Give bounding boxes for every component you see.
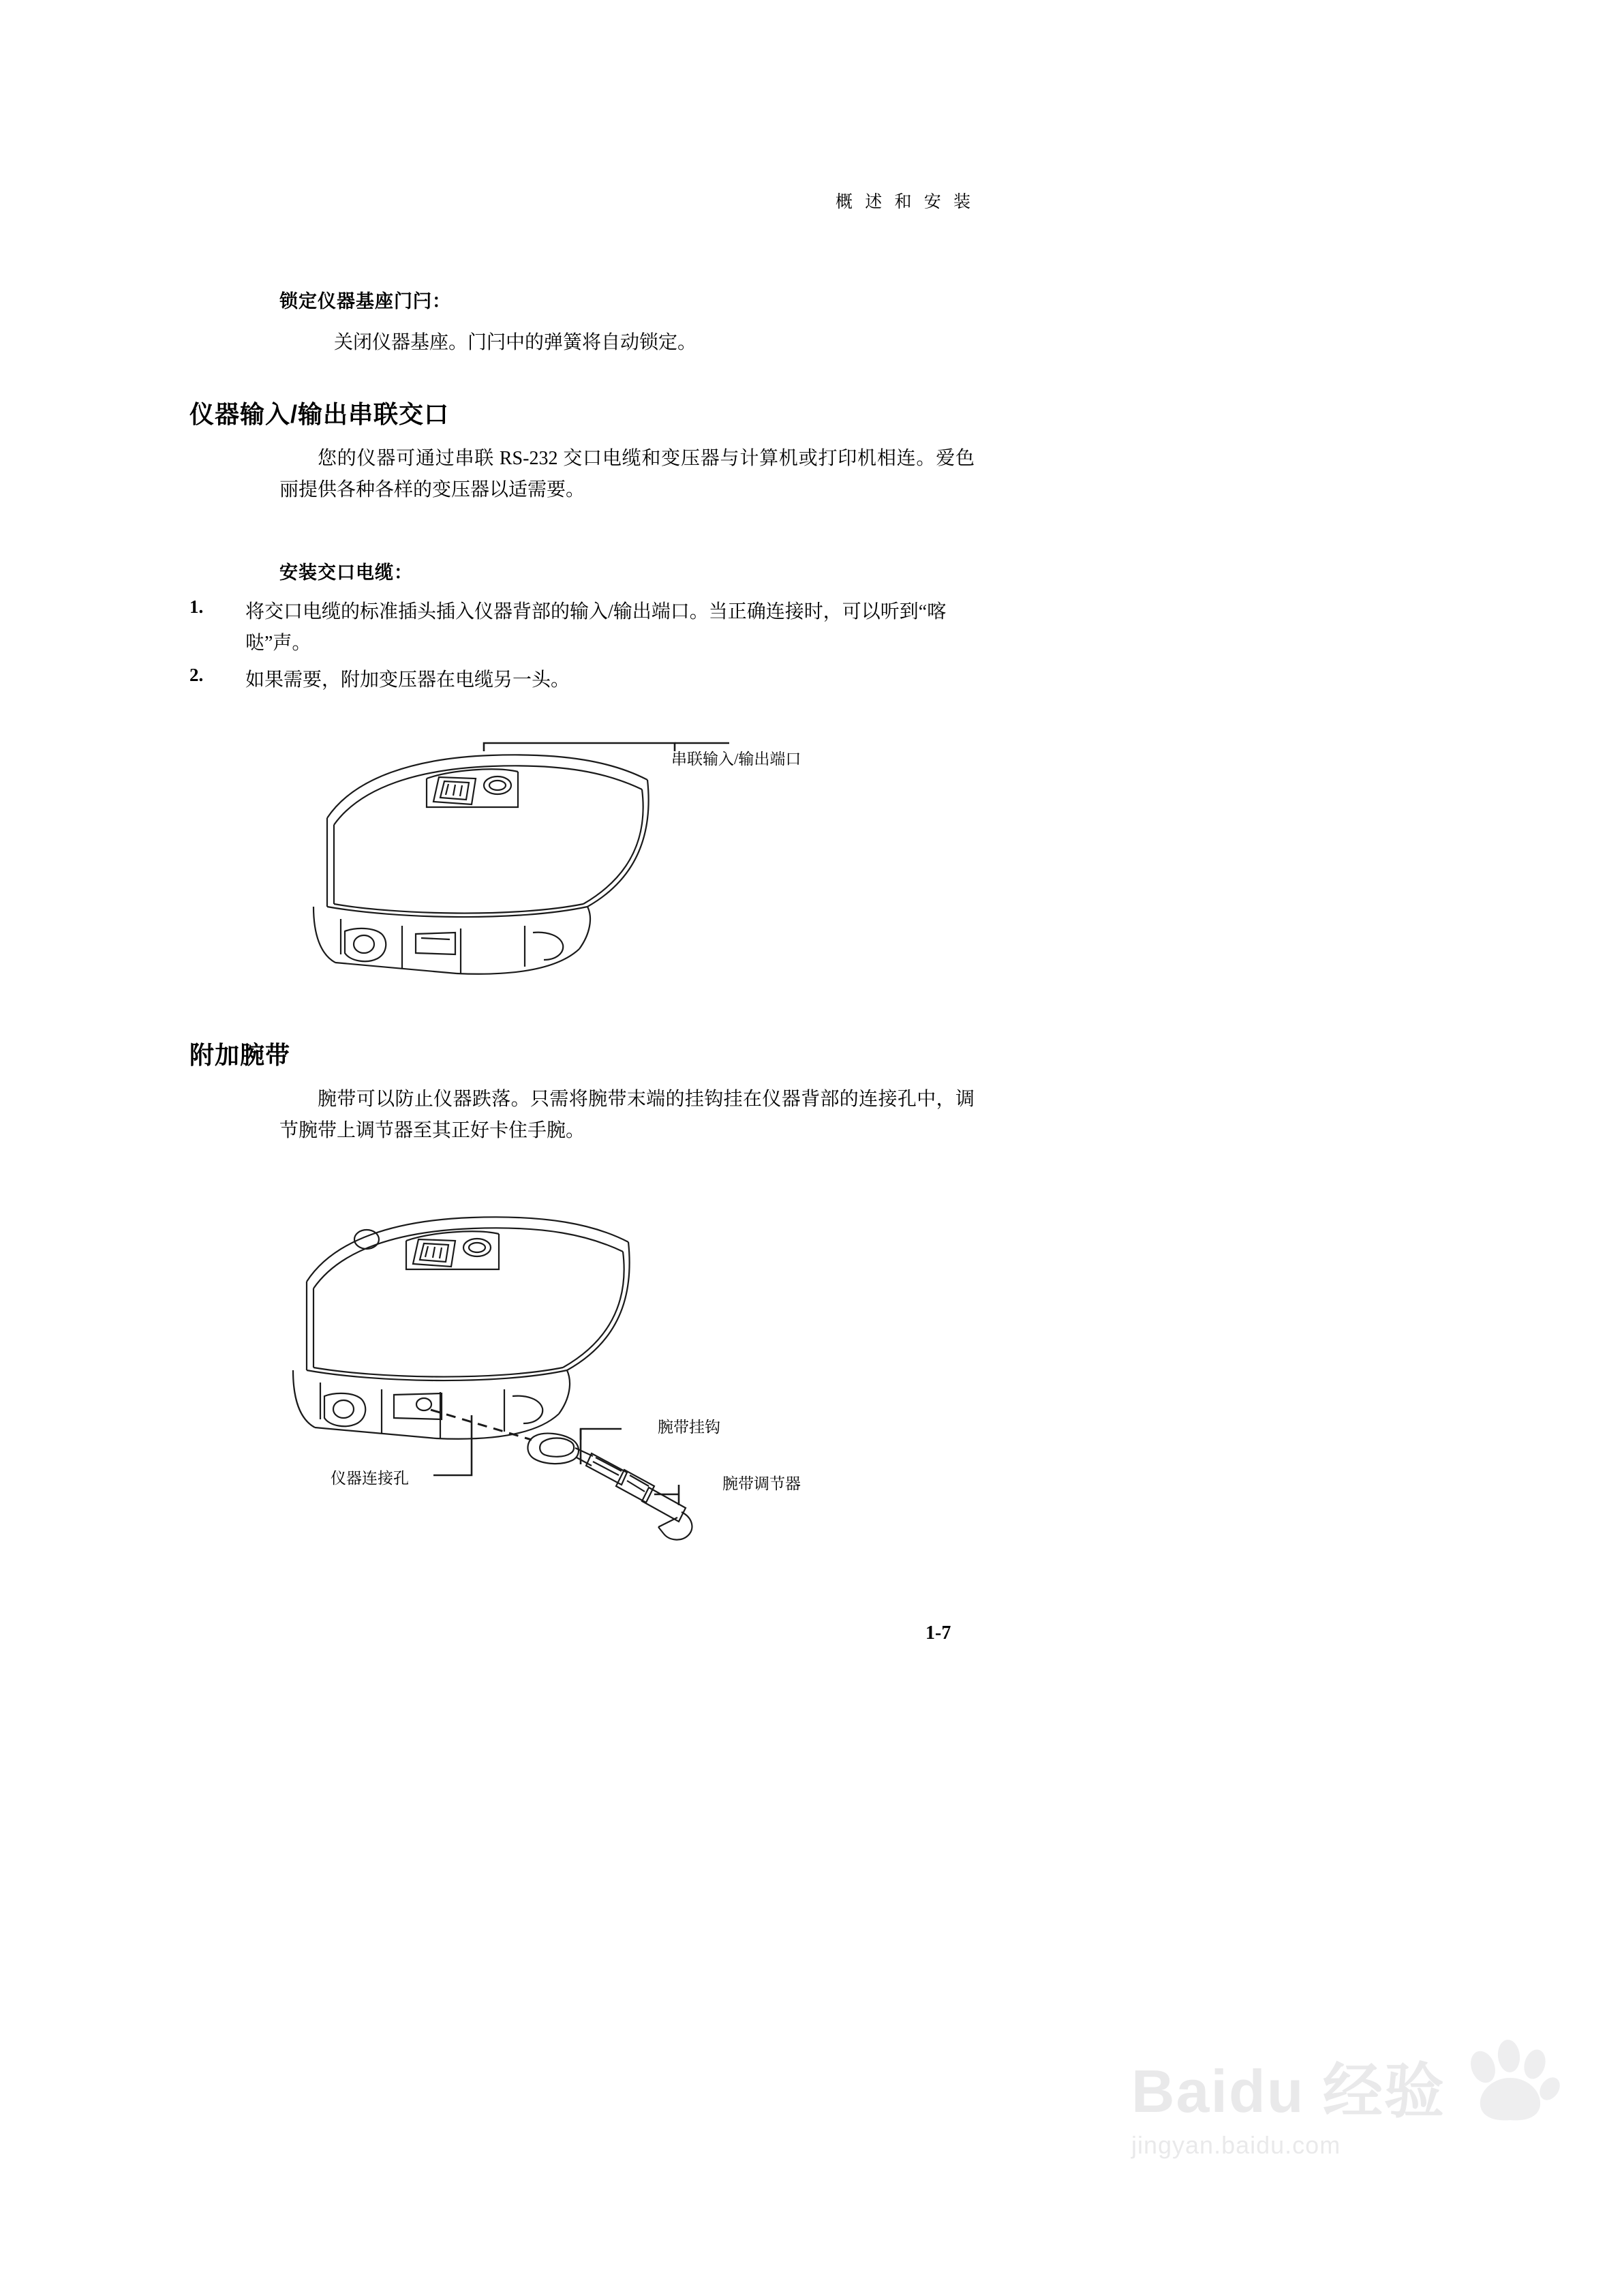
callout-connection-hole: 仪器连接孔 <box>331 1470 409 1487</box>
callout-strap-hook: 腕带挂钩 <box>658 1419 720 1436</box>
step-1-text: 将交口电缆的标准插头插入仪器背部的输入/输出端口。当正确连接时，可以听到“喀哒”声。 <box>245 601 947 654</box>
step-1-number: 1. <box>189 596 204 617</box>
install-cable-heading: 安装交口电缆： <box>279 562 413 583</box>
lock-latch-heading: 锁定仪器基座门闩： <box>279 291 451 312</box>
figure-serial-port <box>293 736 1015 995</box>
step-2-text: 如果需要，附加变压器在电缆另一头。 <box>245 669 570 691</box>
page-number: 1-7 <box>925 1622 951 1644</box>
watermark-url: jingyan.baidu.com <box>1131 2131 1341 2159</box>
callout-strap-adjuster: 腕带调节器 <box>722 1475 801 1492</box>
watermark <box>1131 2059 1567 2216</box>
lock-latch-body: 关闭仪器基座。门闩中的弹簧将自动锁定。 <box>334 332 697 353</box>
figure-wrist-strap <box>273 1200 1036 1582</box>
serial-io-body: 您的仪器可通过串联 RS-232 交口电缆和变压器与计算机或打印机相连。爱色丽提供各种各样的变压器以适需要。 <box>279 448 975 500</box>
running-head: 概 述 和 安 装 <box>835 193 975 211</box>
wrist-strap-body: 腕带可以防止仪器跌落。只需将腕带末端的挂钩挂在仪器背部的连接孔中，调节腕带上调节器至其正好卡住手腕。 <box>279 1089 975 1141</box>
serial-io-heading: 仪器输入/输出串联交口 <box>189 400 450 428</box>
callout-serial-port: 串联输入/输出端口 <box>671 751 801 768</box>
paw-icon <box>1463 2040 1565 2121</box>
step-2-number: 2. <box>189 665 204 685</box>
watermark-brand: Baidu 经验 <box>1131 2057 1445 2125</box>
wrist-strap-heading: 附加腕带 <box>189 1041 291 1069</box>
